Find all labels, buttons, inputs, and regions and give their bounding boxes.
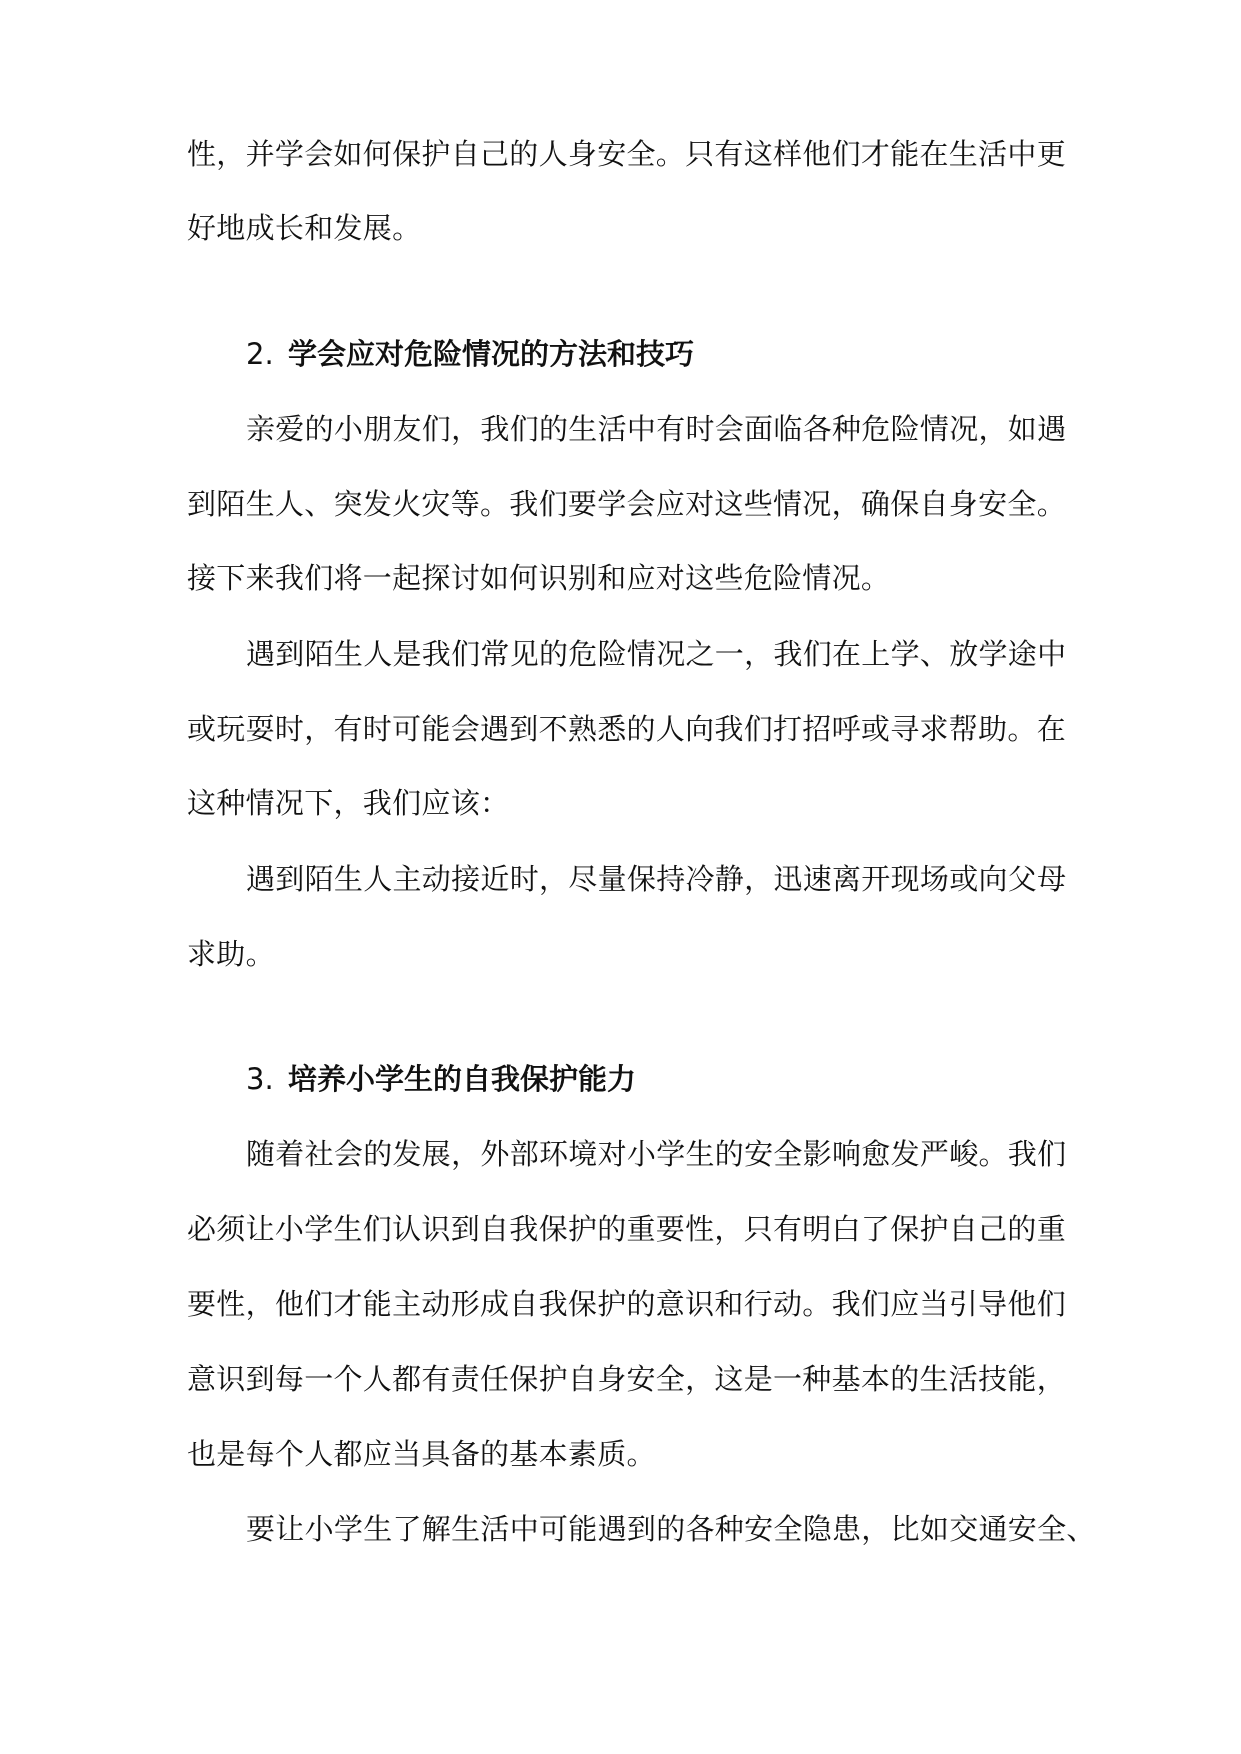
section-heading-2 (246, 334, 694, 374)
paragraph-line: 也是每个人都应当具备的基本素质。 (187, 1437, 656, 1471)
paragraph-line: 要性，他们才能主动形成自我保护的意识和行动。我们应当引导他们 (187, 1287, 1067, 1321)
paragraph-line: 要让小学生了解生活中可能遇到的各种安全隐患，比如交通安全、 (246, 1512, 1096, 1546)
paragraph-line: 好地成长和发展。 (187, 211, 422, 245)
paragraph-line: 接下来我们将一起探讨如何识别和应对这些危险情况。 (187, 561, 891, 595)
heading-title: 学会应对危险情况的方法和技巧 (288, 337, 695, 371)
paragraph-line: 必须让小学生们认识到自我保护的重要性，只有明白了保护自己的重 (187, 1212, 1067, 1246)
paragraph-line: 性，并学会如何保护自己的人身安全。只有这样他们才能在生活中更 (187, 137, 1067, 171)
paragraph-line: 随着社会的发展，外部环境对小学生的安全影响愈发严峻。我们 (246, 1137, 1067, 1171)
paragraph-line: 遇到陌生人是我们常见的危险情况之一，我们在上学、放学途中 (246, 637, 1067, 671)
paragraph-line: 求助。 (187, 937, 275, 971)
section-heading-3 (246, 1059, 636, 1099)
heading-number: 3. (246, 1062, 274, 1096)
heading-title: 培养小学生的自我保护能力 (288, 1062, 637, 1096)
paragraph-line: 这种情况下，我们应该： (187, 786, 510, 820)
paragraph-line: 意识到每一个人都有责任保护自身安全，这是一种基本的生活技能， (187, 1362, 1067, 1396)
paragraph-line: 亲爱的小朋友们，我们的生活中有时会面临各种危险情况，如遇 (246, 412, 1067, 446)
heading-number: 2. (246, 337, 274, 371)
paragraph-line: 遇到陌生人主动接近时，尽量保持冷静，迅速离开现场或向父母 (246, 862, 1067, 896)
paragraph-line: 到陌生人、突发火灾等。我们要学会应对这些情况，确保自身安全。 (187, 487, 1067, 521)
paragraph-line: 或玩耍时，有时可能会遇到不熟悉的人向我们打招呼或寻求帮助。在 (187, 712, 1067, 746)
